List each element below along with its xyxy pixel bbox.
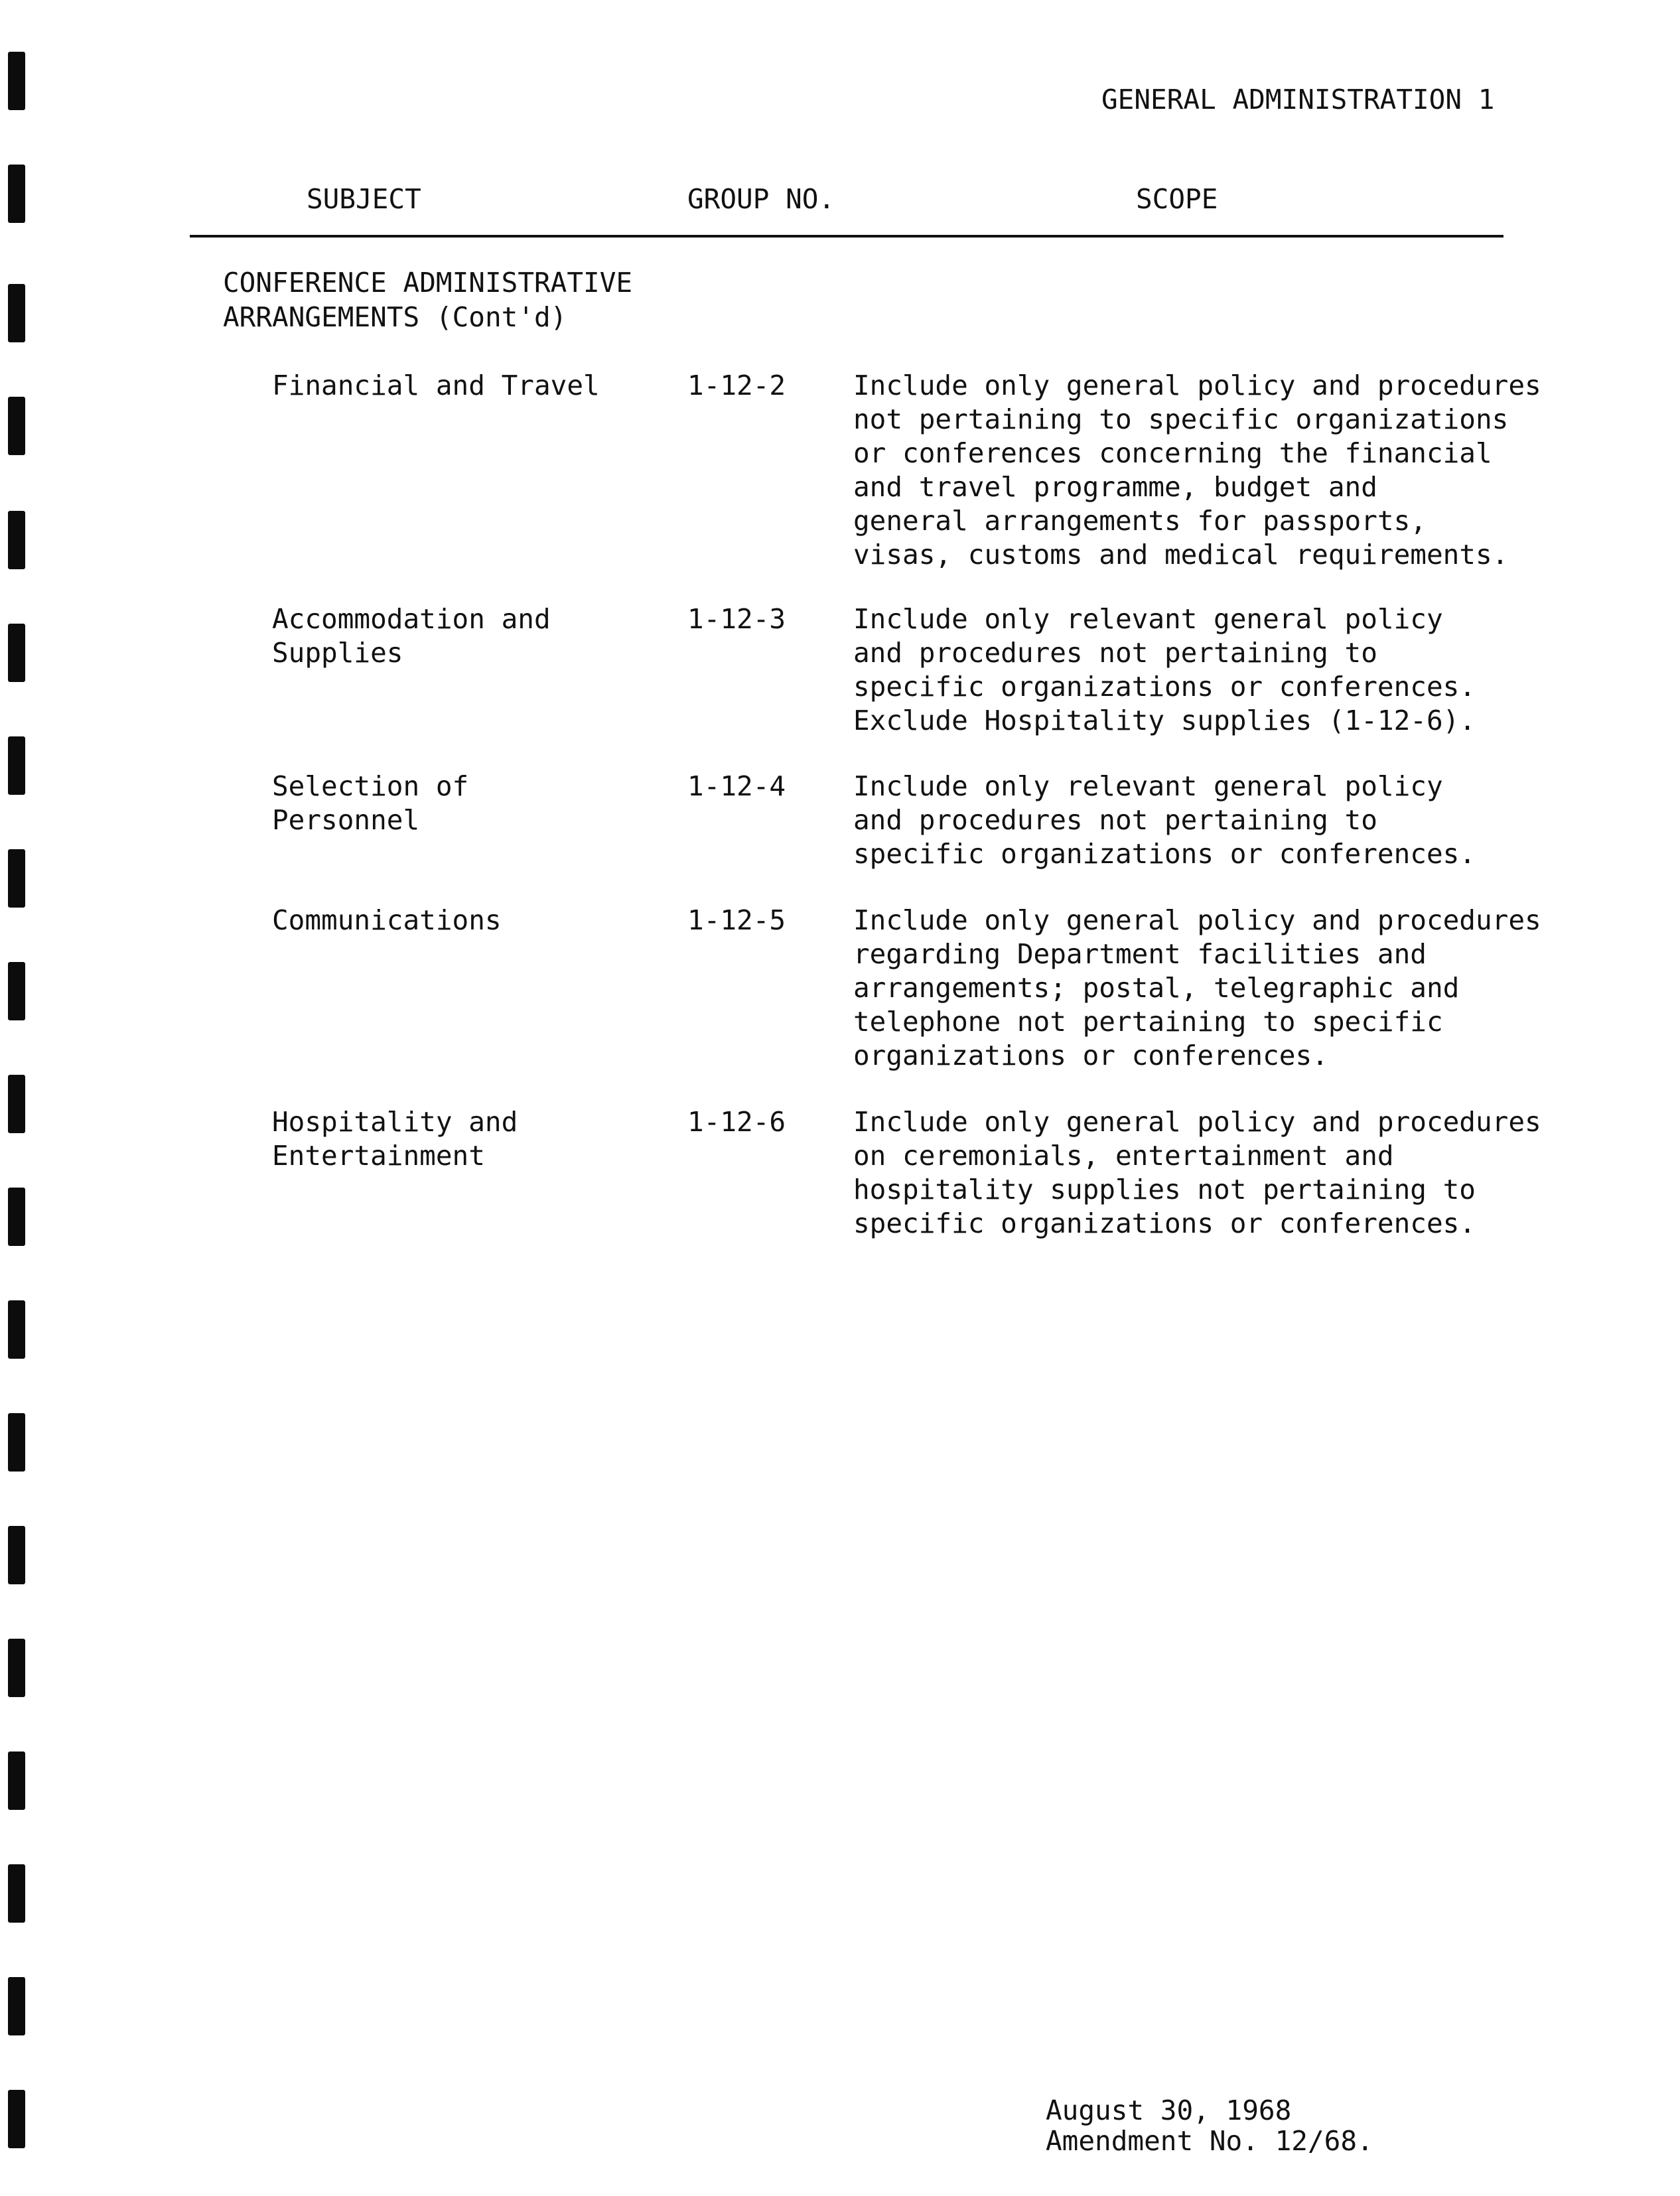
section-title [223,265,632,334]
entry-group-no: 1-12-4 [687,770,786,802]
entry-group-no: 1-12-3 [687,603,786,635]
entry-group-no: 1-12-5 [687,904,786,936]
binder-mark [8,1075,25,1133]
binder-mark [8,165,25,223]
binder-mark [8,849,25,908]
binder-mark [8,736,25,795]
entry-subject: Financial and Travel [272,370,600,401]
binder-mark [8,1188,25,1246]
binder-mark [8,2090,25,2148]
binder-mark [8,962,25,1020]
entry-subject: Hospitality and Entertainment [272,1106,518,1172]
entry-scope: Include only relevant general policy and procedures not pertaining to specific organizations or conferences. Exclude Hospitality supplies (1-12-6). [853,603,1476,736]
binder-mark [8,1300,25,1359]
section-title-line: CONFERENCE ADMINISTRATIVE [223,267,633,299]
entry-scope: Include only relevant general policy and procedures not pertaining to specific organizations or conferences. [853,770,1476,870]
entry-group-no: 1-12-6 [687,1106,786,1138]
binder-mark [8,1526,25,1584]
binder-mark [8,511,25,569]
footer [1046,2095,1373,2156]
binder-mark [8,624,25,682]
binder-mark [8,1977,25,2035]
binder-mark [8,1413,25,1472]
column-header-subject: SUBJECT [307,183,421,215]
entry-subject: Communications [272,904,502,936]
binder-mark [8,1639,25,1697]
header-rule [190,235,1504,238]
entry-subject: Selection of Personnel [272,770,469,836]
binder-mark [8,1751,25,1810]
footer-amendment: Amendment No. 12/68. [1046,2125,1373,2157]
binder-mark [8,52,25,110]
column-header-scope: SCOPE [1136,183,1218,215]
entry-scope: Include only general policy and procedures not pertaining to specific organizations or conferences concerning the financial and travel programme, budget and general arrangements for passports, visas, customs and medical requirements. [853,370,1541,571]
entry-group-no: 1-12-2 [687,370,786,401]
entry-scope: Include only general policy and procedures regarding Department facilities and arrangements; postal, telegraphic and telephone not pertaining to specific organizations or conferences. [853,904,1541,1071]
running-header: GENERAL ADMINISTRATION 1 [1101,84,1495,115]
entry-subject: Accommodation and Supplies [272,603,551,669]
binder-mark [8,1864,25,1923]
binder-mark [8,284,25,342]
column-header-group-no: GROUP NO. [687,183,835,215]
section-title-line: ARRANGEMENTS (Cont'd) [223,301,567,333]
entry-scope: Include only general policy and procedures on ceremonials, entertainment and hospitality supplies not pertaining to specific organizations or conferences. [853,1106,1541,1239]
binder-mark [8,397,25,455]
footer-date: August 30, 1968 [1046,2094,1292,2126]
